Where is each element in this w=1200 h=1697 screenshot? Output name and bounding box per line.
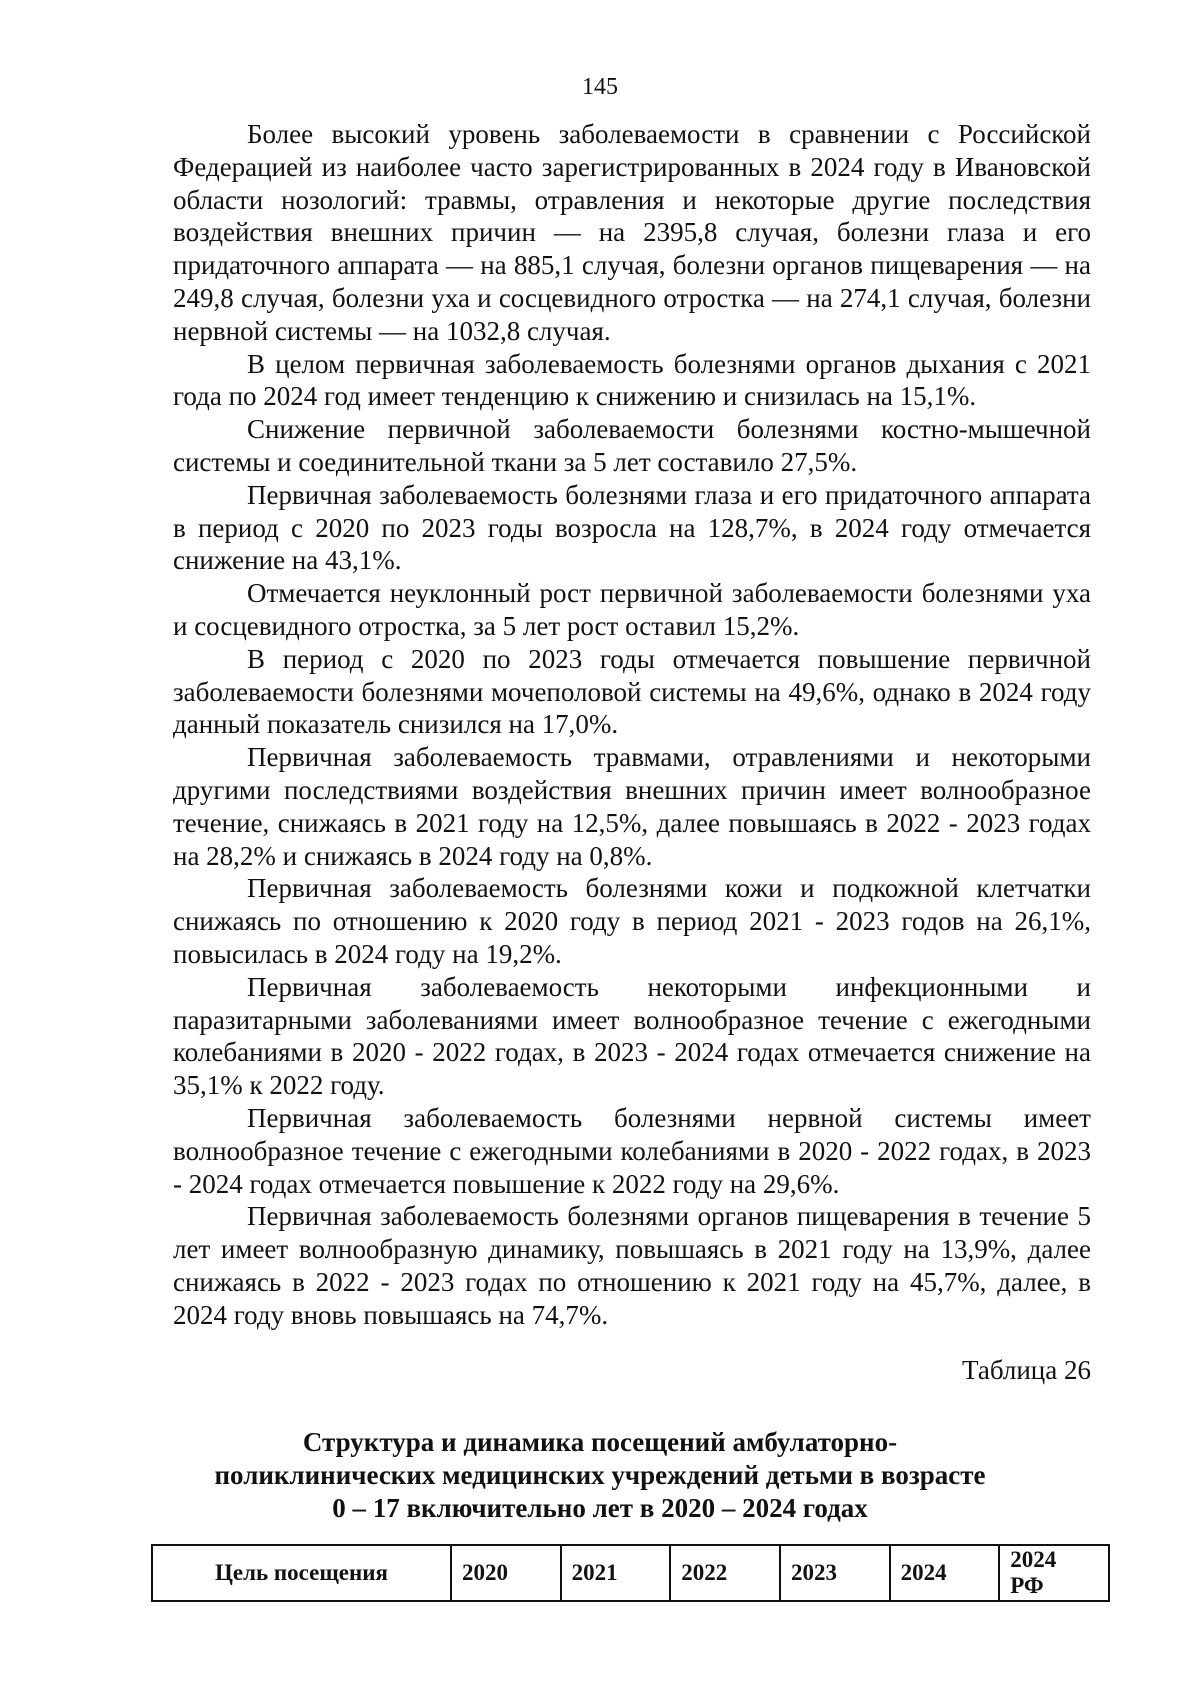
header-2023: 2023 (780, 1545, 890, 1601)
header-2024: 2024 (890, 1545, 1000, 1601)
header-2020: 2020 (451, 1545, 561, 1601)
header-2022: 2022 (670, 1545, 780, 1601)
table-title-line: 0 – 17 включительно лет в 2020 – 2024 годах (332, 1493, 868, 1523)
table-title-line: Структура и динамика посещений амбулаторно- (302, 1427, 898, 1457)
paragraph: Отмечается неуклонный рост первичной заболеваемости болезнями уха и сосцевидного отростка, за 5 лет рост оставил 15,2%. (173, 578, 1091, 641)
paragraph: Первичная заболеваемость болезнями глаза и его придаточного аппарата в период с 2020 по 2023 годы возросла на 128,7%, в 2024 году отмечается снижение на 43,1%. (173, 479, 1091, 576)
body-text (173, 118, 1091, 1331)
table-header-row (152, 1545, 1109, 1601)
header-rf-year: 2024 (1010, 1547, 1057, 1572)
paragraph: Первичная заболеваемость болезнями органов пищеварения в течение 5 лет имеет волнообразную динамику, повышаясь в 2021 году на 13,9%, далее снижаясь в 2022 - 2023 годах по отношению к 2021 году на 45,7%, далее, в 2024 году вновь повышаясь на 74,7%. (173, 1201, 1091, 1330)
table-label: Таблица 26 (962, 1355, 1091, 1385)
paragraph: Первичная заболеваемость травмами, отравлениями и некоторыми другими последствиями воздействия внешних причин имеет волнообразное течение, снижаясь в 2021 году на 12,5%, далее повышаясь в 2022 - 2023 годах на 28,2% и снижаясь в 2024 году на 0,8%. (173, 742, 1091, 871)
paragraph: Первичная заболеваемость некоторыми инфекционными и паразитарными заболеваниями имеет волнообразное течение с ежегодными колебаниями в 2020 - 2022 годах, в 2023 - 2024 годах отмечается снижение на 35,1% к 2022 году. (173, 971, 1091, 1101)
table-title-line: поликлинических медицинских учреждений детьми в возрасте (214, 1460, 986, 1490)
header-2024-rf (999, 1545, 1109, 1601)
paragraph: Первичная заболеваемость болезнями кожи и подкожной клетчатки снижаясь по отношению к 2020 году в период 2021 - 2023 годов на 26,1%, повысилась в 2024 году на 19,2%. (173, 873, 1091, 969)
paragraph: Первичная заболеваемость болезнями нервной системы имеет волнообразное течение с ежегодными колебаниями в 2020 - 2022 годах, в 2023 - 2024 годах отмечается повышение к 2022 году на 29,6%. (173, 1102, 1091, 1199)
table-title (150, 1426, 1050, 1525)
header-goal: Цель посещения (152, 1545, 451, 1601)
header-2021: 2021 (561, 1545, 671, 1601)
paragraph: В период с 2020 по 2023 годы отмечается повышение первичной заболеваемости болезнями мочеполовой системы на 49,6%, однако в 2024 году данный показатель снизился на 17,0%. (173, 643, 1091, 740)
paragraph: Снижение первичной заболеваемости болезнями костно-мышечной системы и соединительной ткани за 5 лет составило 27,5%. (173, 414, 1091, 477)
header-rf-label: РФ (1010, 1573, 1044, 1598)
paragraph: В целом первичная заболеваемость болезнями органов дыхания с 2021 года по 2024 год имеет тенденцию к снижению и снизилась на 15,1%. (173, 348, 1091, 412)
page-number: 145 (582, 74, 618, 100)
visits-table (151, 1544, 1110, 1602)
paragraph: Более высокий уровень заболеваемости в сравнении с Российской Федерацией из наиболее часто зарегистрированных в 2024 году в Ивановской области нозологий: травмы, отравления и некоторые другие последствия воздействия внешних причин — на 2395,8 случая, болезни глаза и его придаточного аппарата — на 885,1 случая, болезни органов пищеварения — на 249,8 случая, болезни уха и сосцевидного отростка — на 274,1 случая, болезни нервной системы — на 1032,8 случая. (173, 119, 1091, 346)
